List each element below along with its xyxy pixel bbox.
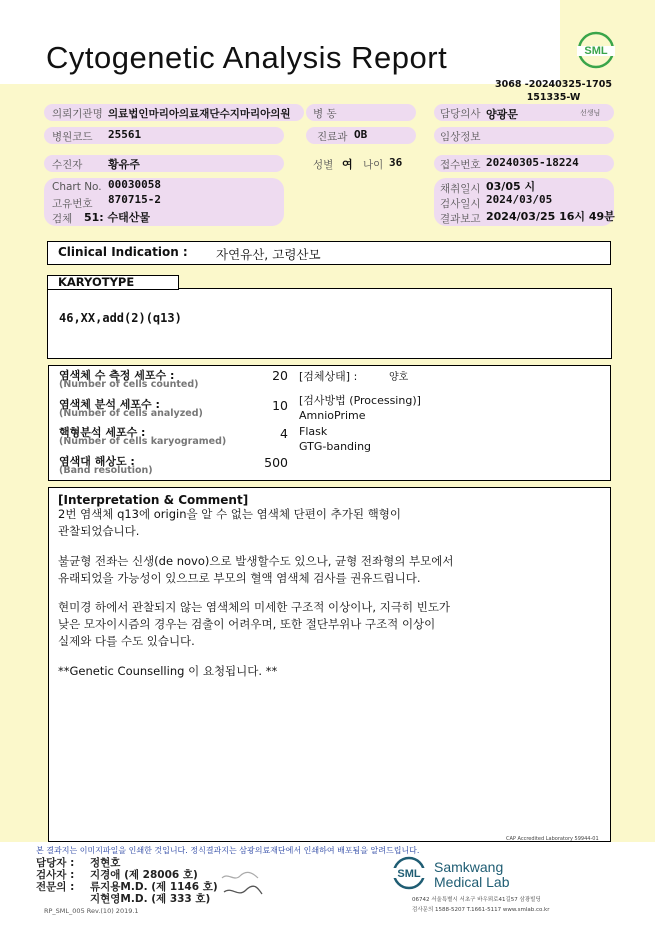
samkwang-logo-icon (388, 856, 430, 890)
test-date-value: 2024/03/05 (486, 193, 553, 206)
clinical-indication-label: Clinical Indication : (58, 245, 188, 259)
cells-counted-value: 20 (272, 368, 288, 383)
specimen-label: 검체 (52, 213, 73, 225)
dept-label: 진료과 (317, 131, 348, 143)
cells-karyogramed-value: 4 (280, 426, 288, 441)
signer-role: 담당자 : (36, 857, 75, 869)
report-date-value: 2024/03/25 16시 49분 (486, 210, 615, 223)
hospital-code-value: 25561 (108, 128, 142, 141)
lab-name (434, 860, 510, 890)
signer-role: 검사자 : (36, 869, 75, 881)
ward-label: 병 동 (313, 108, 337, 120)
lab-phone: 검사문의 1588-5207 T.1661-5117 www.smlab.co.kr (412, 907, 550, 913)
genetic-counselling-note: **Genetic Counselling 이 요청됩니다. ** (58, 664, 278, 678)
doctor-value: 양광문 (486, 108, 518, 121)
interpretation-heading: [Interpretation & Comment] (58, 493, 249, 507)
band-resolution-value: 500 (264, 455, 288, 470)
specimen-value: 51: 수태산물 (84, 211, 151, 224)
interpretation-paragraph: 불균형 전좌는 신생(de novo)으로 발생할수도 있으나, 균형 전좌형의 부모에서 유래되었을 가능성이 있으므로 부모의 혈액 염색체 검사를 권유드립니다. (58, 554, 454, 585)
unique-no-value: 870715-2 (108, 193, 161, 206)
signer-name: 지현영M.D. (제 333 호) (90, 893, 211, 905)
band-resolution-en: (Band resolution) (59, 465, 153, 476)
lab-address: 06742 서울특별시 서초구 바우뫼로41길57 삼광빌딩 (412, 897, 541, 903)
test-date-label: 검사일시 (440, 198, 481, 210)
hospital-code-label: 병원코드 (52, 131, 93, 143)
cells-karyogramed-label: 핵형분석 세포수 : (59, 426, 146, 439)
cells-karyogramed-en: (Number of cells karyogramed) (59, 436, 227, 447)
lab-name-line1: Samkwang (434, 859, 504, 875)
request-number (495, 78, 612, 104)
institution-value: 의료법인마리아의료재단수지마리아의원 (108, 108, 291, 120)
chart-no-value: 00030058 (108, 178, 161, 191)
doctor-suffix: 선생님 (580, 109, 601, 117)
karyotype-value: 46,XX,add(2)(q13) (59, 311, 182, 325)
dept-value: OB (354, 128, 368, 141)
processing-label: [검사방법 (Processing)] (299, 394, 421, 407)
signer-name: 정현호 (90, 857, 121, 869)
request-number-line1: 3068 -20240325-1705 (495, 79, 612, 90)
interpretation-paragraph: 현미경 하에서 관찰되지 않는 염색체의 미세한 구조적 이상이나, 지극히 빈도가 낮은 모자이시즘의 경우는 검출이 어려우며, 또한 절단부위나 구조적 이상이 실제와 다를 수도 있습니다. (58, 600, 451, 648)
logo-text: SML (584, 45, 608, 57)
signer-name: 지경애 (제 28006 호) (90, 869, 198, 881)
accession-value: 20240305-18224 (486, 156, 579, 169)
cells-counted-label: 염색체 수 측정 세포수 : (59, 369, 175, 382)
specimen-status-value: 양호 (389, 372, 409, 383)
processing-item: GTG-banding (299, 440, 372, 453)
signer-name: 류지용M.D. (제 1146 호) (90, 881, 218, 893)
band-resolution-label: 염색대 해상도 : (59, 455, 135, 468)
accession-label: 접수번호 (440, 159, 481, 171)
specimen-status-label: [검체상태] : (299, 370, 358, 383)
report-title: Cytogenetic Analysis Report (46, 40, 448, 75)
report-date-label: 결과보고 (440, 213, 481, 225)
image-print-notice: 본 결과지는 이미지파일을 인쇄한 것입니다. 정식결과지는 삼광의료재단에서 인쇄하여 배포됨을 알려드립니다. (36, 846, 420, 855)
doctor-label: 담당의사 (440, 108, 481, 120)
chart-no-label: Chart No. (52, 181, 102, 193)
sml-logo-icon (577, 31, 615, 69)
age-label: 나이 (363, 159, 384, 171)
lab-name-line2: Medical Lab (434, 874, 510, 890)
examinee-label: 수진자 (52, 159, 83, 171)
examinee-value: 황유주 (108, 158, 140, 171)
institution-label: 의뢰기관명 (52, 108, 103, 120)
clinical-info-label: 임상정보 (440, 131, 481, 143)
form-code: RP_SML_005 Rev.(10) 2019.1 (44, 907, 139, 915)
signer-role: 전문의 : (36, 881, 75, 893)
cells-analyzed-label: 염색체 분석 세포수 : (59, 398, 160, 411)
cells-analyzed-en: (Number of cells analyzed) (59, 408, 203, 419)
cap-accreditation: CAP Accredited Laboratory 59944-01 (506, 836, 599, 842)
cells-counted-en: (Number of cells counted) (59, 379, 199, 390)
sex-value: 여 (342, 158, 353, 171)
cells-analyzed-value: 10 (272, 398, 288, 413)
clinical-indication-value: 자연유산, 고령산모 (216, 247, 321, 262)
sex-label: 성별 (313, 159, 334, 171)
age-value: 36 (389, 156, 403, 169)
request-number-line2: 151335-W (526, 92, 581, 103)
lab-logo-text: SML (397, 868, 421, 880)
collection-date-label: 채취일시 (440, 183, 481, 195)
karyotype-tab: KARYOTYPE (47, 275, 179, 290)
collection-date-value: 03/05 시 (486, 180, 536, 193)
interpretation-paragraph: 2번 염색체 q13에 origin을 알 수 없는 염색체 단편이 추가된 핵형이 관찰되었습니다. (58, 507, 401, 538)
processing-item: AmnioPrime (299, 409, 366, 422)
unique-no-label: 고유번호 (52, 198, 93, 210)
processing-item: Flask (299, 425, 328, 438)
signature-scribble (218, 868, 266, 902)
